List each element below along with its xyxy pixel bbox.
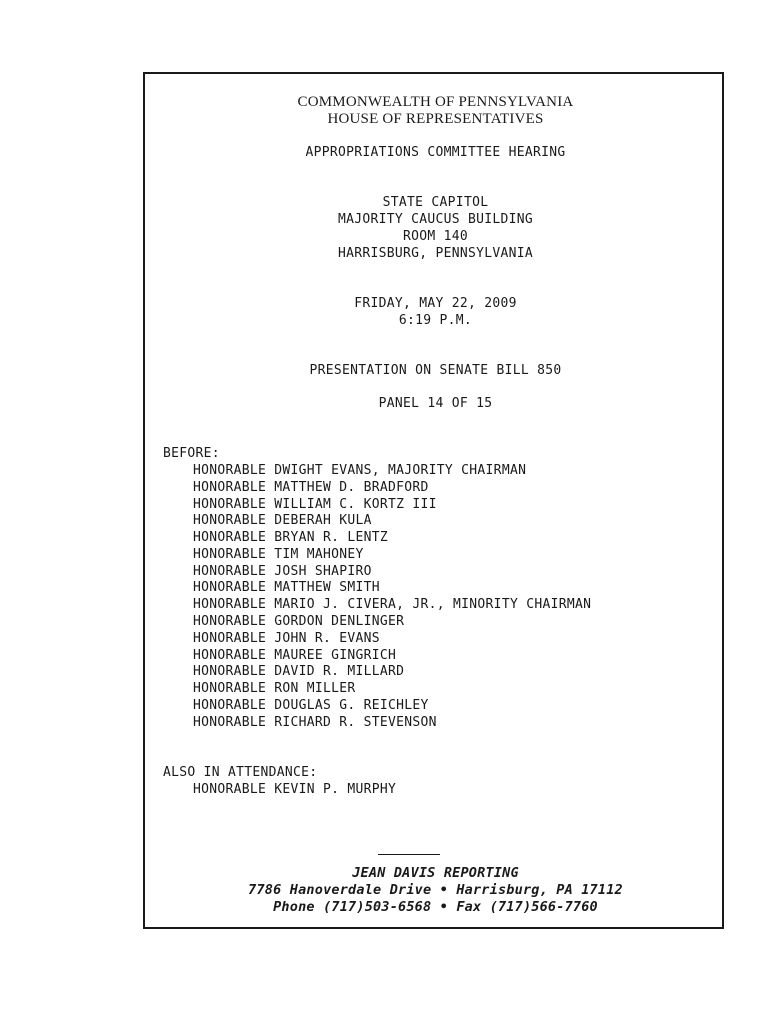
reporting-company: JEAN DAVIS REPORTING: [352, 865, 519, 881]
transcript-cover-page: [143, 72, 724, 929]
member-line: HONORABLE MATTHEW D. BRADFORD: [193, 480, 429, 495]
location-line-1: STATE CAPITOL: [382, 195, 489, 210]
location-line-3: ROOM 140: [402, 229, 468, 244]
commonwealth-title: COMMONWEALTH OF PENNSYLVANIA: [297, 94, 574, 110]
hearing-time: 6:19 P.M.: [398, 313, 473, 328]
member-line: HONORABLE GORDON DENLINGER: [193, 614, 405, 629]
member-line: HONORABLE DOUGLAS G. REICHLEY: [193, 698, 429, 713]
member-line: HONORABLE DAVID R. MILLARD: [193, 664, 405, 679]
member-line: HONORABLE MAUREE GINGRICH: [193, 648, 397, 663]
member-line: HONORABLE JOSH SHAPIRO: [193, 564, 372, 579]
member-line: HONORABLE RICHARD R. STEVENSON: [193, 715, 437, 730]
member-line: HONORABLE DEBERAH KULA: [193, 513, 372, 528]
panel-number: PANEL 14 OF 15: [378, 396, 493, 411]
before-heading: BEFORE:: [163, 446, 220, 461]
also-attending-heading: ALSO IN ATTENDANCE:: [163, 765, 318, 780]
reporting-address: 7786 Hanoverdale Drive • Harrisburg, PA 17112: [248, 882, 623, 898]
member-line: HONORABLE MARIO J. CIVERA, JR., MINORITY CHAIRMAN: [193, 597, 592, 612]
house-title: HOUSE OF REPRESENTATIVES: [327, 111, 544, 127]
location-line-4: HARRISBURG, PENNSYLVANIA: [337, 246, 534, 261]
presentation-title: PRESENTATION ON SENATE BILL 850: [309, 363, 562, 378]
member-line: HONORABLE MATTHEW SMITH: [193, 580, 380, 595]
member-line: HONORABLE WILLIAM C. KORTZ III: [193, 497, 437, 512]
hearing-date: FRIDAY, MAY 22, 2009: [354, 296, 517, 311]
member-line: HONORABLE DWIGHT EVANS, MAJORITY CHAIRMAN: [193, 463, 527, 478]
hearing-title: APPROPRIATIONS COMMITTEE HEARING: [305, 145, 566, 160]
member-line: HONORABLE KEVIN P. MURPHY: [193, 782, 397, 797]
member-line: HONORABLE RON MILLER: [193, 681, 356, 696]
reporting-contact: Phone (717)503-6568 • Fax (717)566-7760: [273, 899, 598, 915]
member-line: HONORABLE TIM MAHONEY: [193, 547, 364, 562]
member-line: HONORABLE BRYAN R. LENTZ: [193, 530, 389, 545]
location-line-2: MAJORITY CAUCUS BUILDING: [337, 212, 534, 227]
footer-rule: [378, 854, 440, 855]
member-line: HONORABLE JOHN R. EVANS: [193, 631, 380, 646]
